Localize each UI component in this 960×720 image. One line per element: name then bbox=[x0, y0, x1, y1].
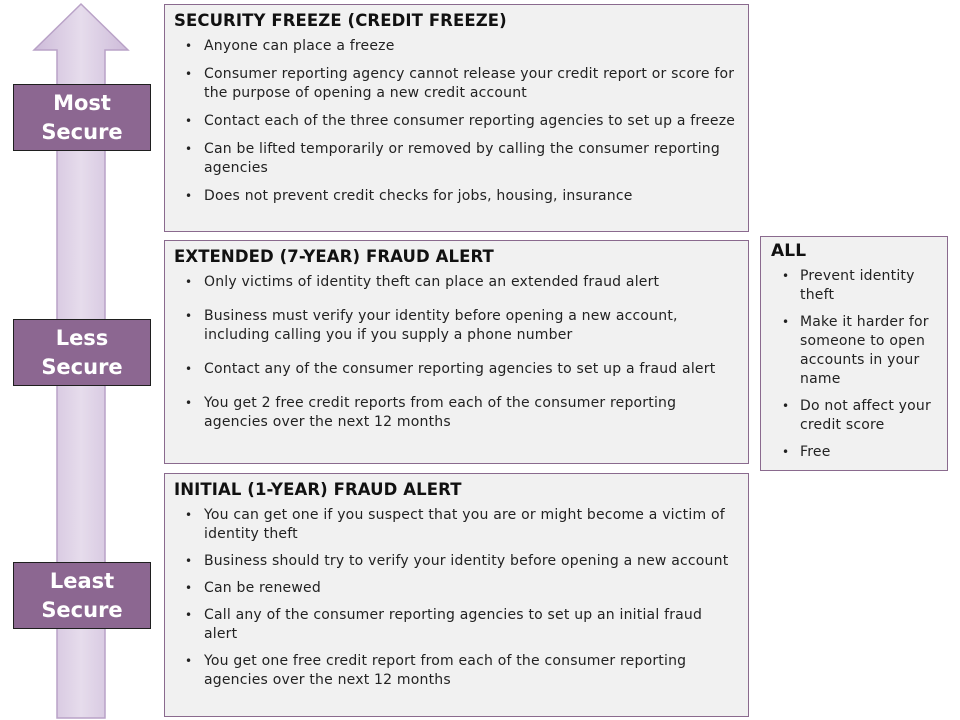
list-item: • Can be renewed bbox=[174, 579, 738, 598]
list-item: • You get 2 free credit reports from each of the consumer reporting agencies over the next 12 months bbox=[174, 394, 738, 432]
label-less-secure bbox=[13, 319, 151, 386]
list-item: • Can be lifted temporarily or removed by calling the consumer reporting agencies bbox=[174, 140, 738, 178]
list-item: • Anyone can place a freeze bbox=[174, 37, 738, 56]
label-less-line2: Secure bbox=[41, 354, 123, 379]
label-less-line1: Less bbox=[55, 325, 109, 350]
label-most-secure bbox=[13, 84, 151, 151]
label-least-line1: Least bbox=[49, 568, 115, 593]
initial-fraud-alert-title: INITIAL (1-YEAR) FRAUD ALERT bbox=[174, 480, 462, 499]
list-item: • Free bbox=[771, 443, 937, 462]
list-item: • Prevent identity theft bbox=[771, 267, 937, 305]
list-item: • Contact each of the three consumer reporting agencies to set up a freeze bbox=[174, 112, 738, 131]
security-freeze-panel bbox=[164, 4, 749, 232]
security-freeze-title: SECURITY FREEZE (CREDIT FREEZE) bbox=[174, 11, 507, 30]
list-item: • Consumer reporting agency cannot release your credit report or score for the purpose of opening a new credit account bbox=[174, 65, 738, 103]
label-most-line2: Secure bbox=[41, 119, 123, 144]
initial-fraud-alert-list bbox=[174, 506, 738, 690]
list-item: • Contact any of the consumer reporting agencies to set up a fraud alert bbox=[174, 360, 738, 379]
security-freeze-list bbox=[174, 37, 738, 206]
all-options-panel bbox=[760, 236, 948, 471]
list-item: • Only victims of identity theft can place an extended fraud alert bbox=[174, 273, 738, 292]
all-options-title: ALL bbox=[771, 241, 807, 261]
label-most-line1: Most bbox=[53, 90, 111, 115]
extended-fraud-alert-title: EXTENDED (7-YEAR) FRAUD ALERT bbox=[174, 247, 494, 266]
list-item: • Make it harder for someone to open accounts in your name bbox=[771, 313, 937, 389]
list-item: • You get one free credit report from each of the consumer reporting agencies over the next 12 months bbox=[174, 652, 738, 690]
label-least-line2: Secure bbox=[41, 597, 123, 622]
extended-fraud-alert-list bbox=[174, 273, 738, 432]
extended-fraud-alert-panel bbox=[164, 240, 749, 464]
initial-fraud-alert-panel bbox=[164, 473, 749, 717]
list-item: • Call any of the consumer reporting agencies to set up an initial fraud alert bbox=[174, 606, 738, 644]
list-item: • Business must verify your identity before opening a new account, including calling you if you supply a phone number bbox=[174, 307, 738, 345]
list-item: • You can get one if you suspect that you are or might become a victim of identity theft bbox=[174, 506, 738, 544]
list-item: • Does not prevent credit checks for jobs, housing, insurance bbox=[174, 187, 738, 206]
list-item: • Business should try to verify your identity before opening a new account bbox=[174, 552, 738, 571]
list-item: • Do not affect your credit score bbox=[771, 397, 937, 435]
all-options-list bbox=[771, 267, 937, 462]
label-least-secure bbox=[13, 562, 151, 629]
